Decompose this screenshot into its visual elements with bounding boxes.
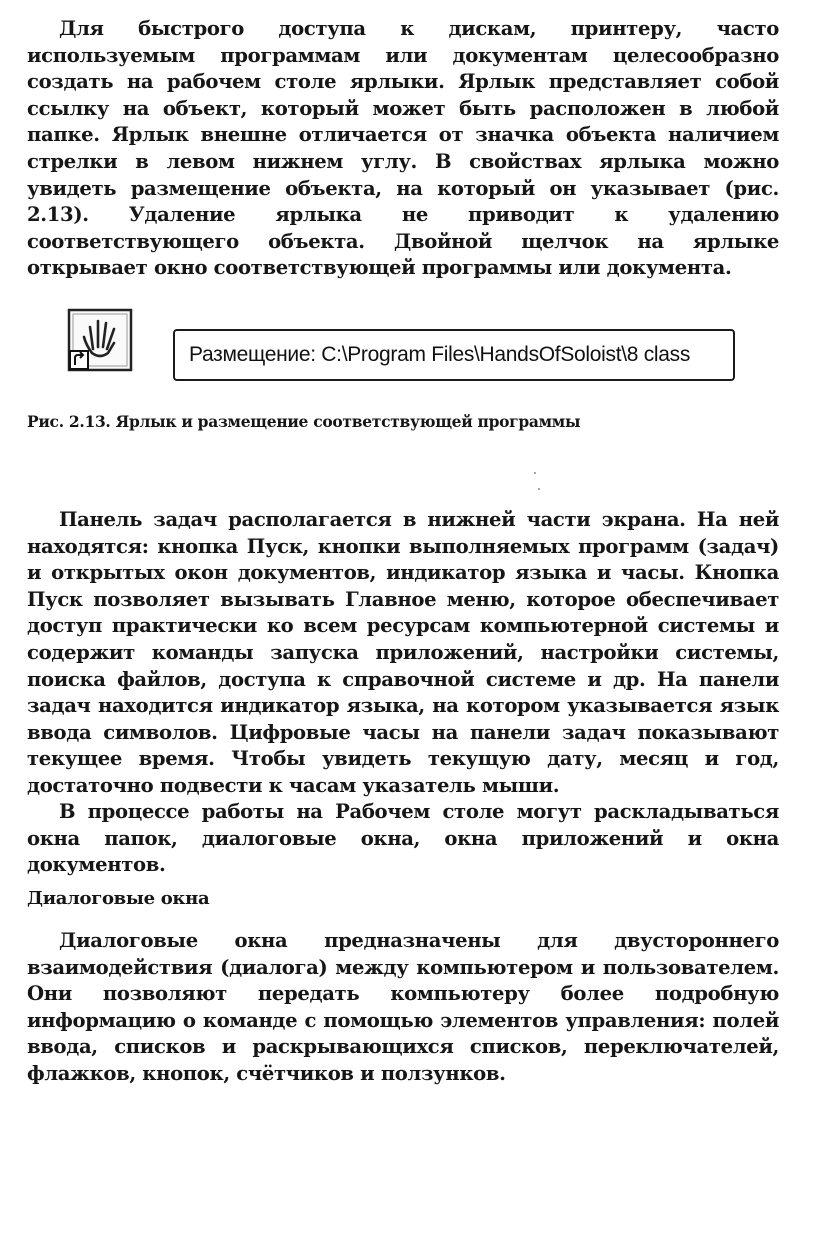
location-field [173, 329, 735, 381]
windows-paragraph: В процессе работы на Рабочем столе могут раскладываться окна папок, диалоговые окна, окна приложений и окна документов. [27, 800, 779, 877]
term-taskbar: Панель задач [59, 508, 217, 531]
term-shortcut: Ярлык [458, 70, 536, 94]
shortcut-arrow-icon [70, 351, 88, 369]
section-heading: Диалоговые окна [27, 888, 210, 909]
location-text: Размещение: C:\Program Files\HandsOfSoloist\8 class [189, 343, 691, 366]
term-dialogs: Диалоговые окна [59, 929, 288, 952]
figure-label: Рис. 2.13. [27, 412, 111, 431]
figure-caption: Рис. 2.13. Ярлык и размещение соответствующей программы [27, 412, 581, 431]
print-speck [534, 472, 536, 474]
print-speck [538, 488, 540, 490]
taskbar-paragraph: Панель задач располагается в нижней части экрана. На ней находятся: кнопка Пуск, кнопки выполняемых программ (задач) и открытых окон документов, индикатор языка и часы. Кнопка Пуск позволяет вызывать Главное меню, которое обеспечивает доступ практически ко всем ресурсам компьютерной системы и содержит команды запуска приложений, настройки системы, поиска файлов, доступа к справочной системе и др. На панели задач находится индикатор языка, на котором указывается язык ввода символов. Цифровые часы на панели задач показывают текущее время. Чтобы увидеть текущую дату, месяц и год, достаточно подвести к часам указатель мыши. [27, 508, 779, 797]
dialogs-paragraph: Диалоговые окна предназначены для двустороннего взаимодействия (диалога) между компьютером и пользователем. Они позволяют передать компьютеру более подробную информацию о команде с помощью элементов управления: полей ввода, списков и раскрывающихся списков, переключателей, флажков, кнопок, счётчиков и ползунков. [27, 929, 779, 1085]
intro-paragraph: Для быстрого доступа к дискам, принтеру, часто используемым программам или документам целесообразно создать на рабочем столе ярлыки. Ярлык представляет собой ссылку на объект, который может быть расположен в любой папке. Ярлык внешне отличается от значка объекта наличием стрелки в левом нижнем углу. В свойствах ярлыка можно увидеть размещение объекта, на который он указывает (рис. 2.13). Удаление ярлыка не приводит к удалению соответствующего объекта. Двойной щелчок на ярлыке открывает окно соответствующей программы или документа. [27, 17, 779, 280]
hand-shortcut-icon[interactable] [66, 307, 134, 373]
